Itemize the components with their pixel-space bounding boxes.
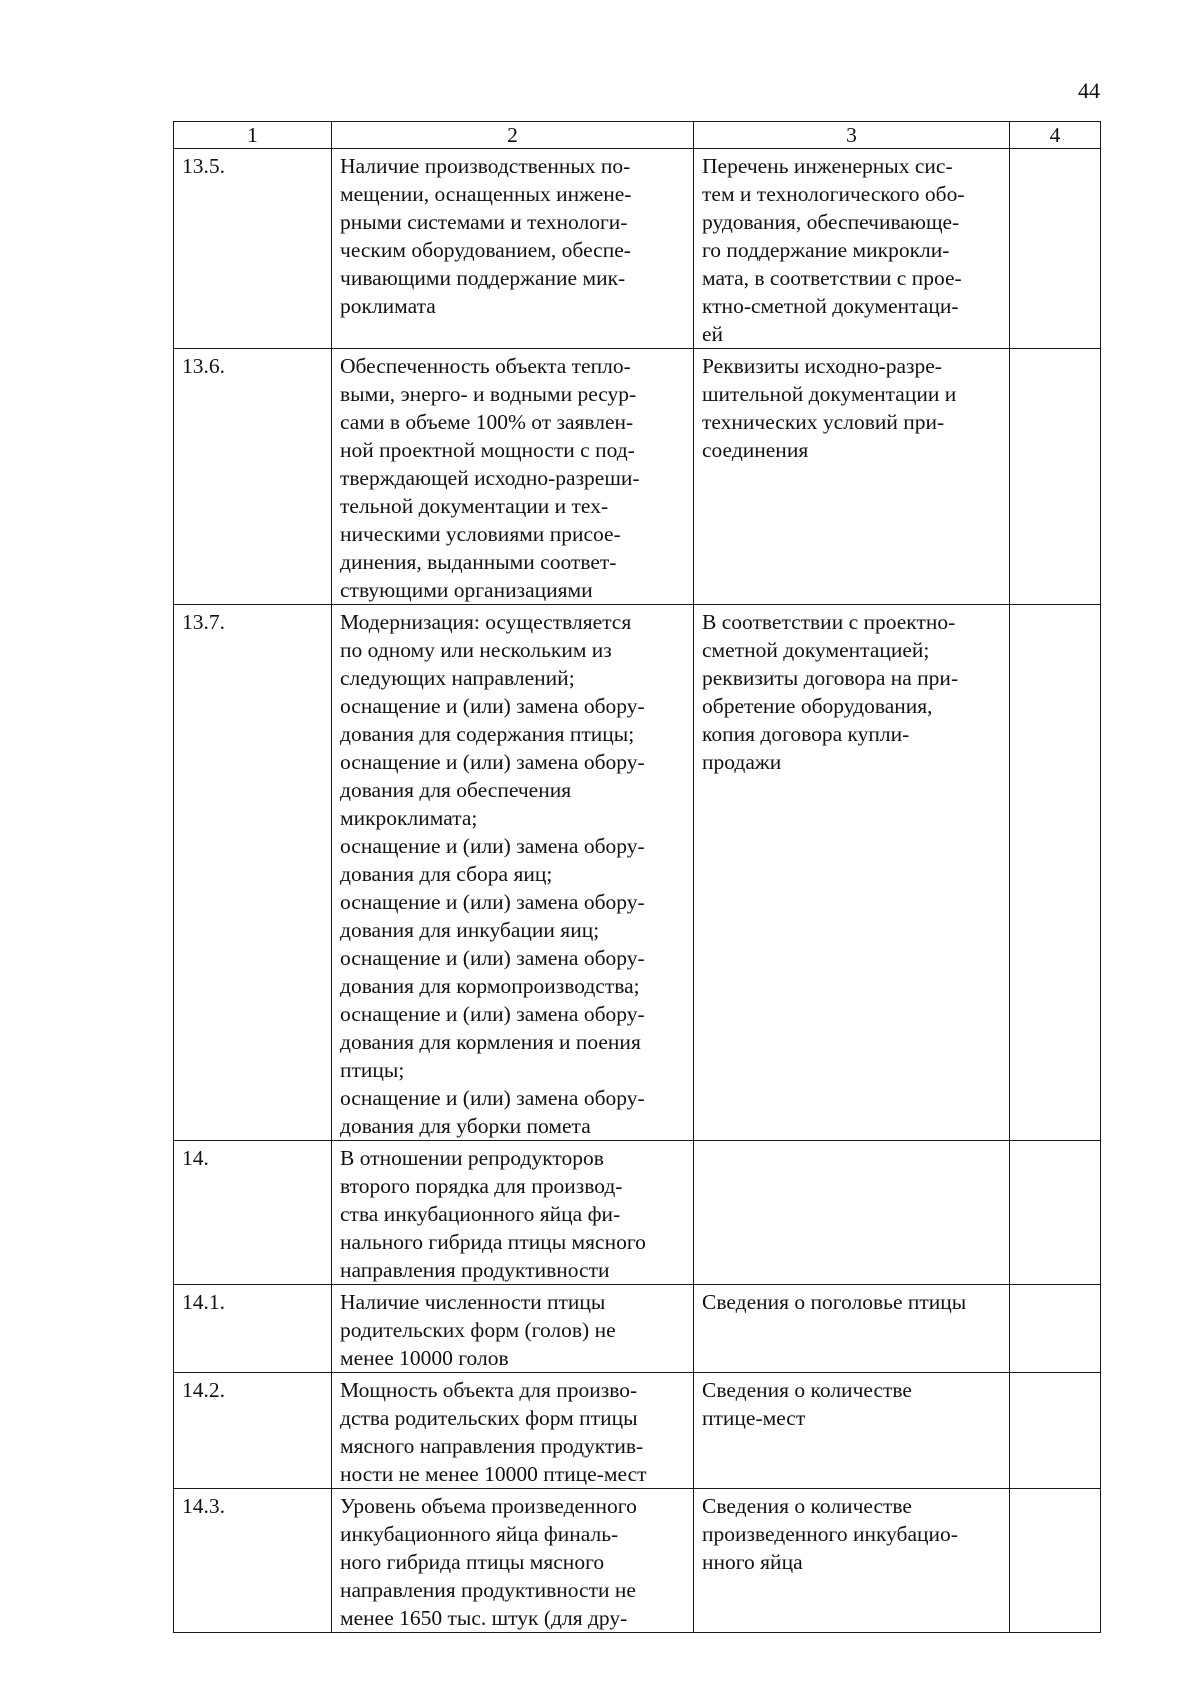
row-number: 13.6.: [174, 349, 332, 605]
criterion-cell: Уровень объема произведенного инкубационного яйца финаль- ного гибрида птицы мясного направления продуктивности не менее 1650 тыс. штук (для дру-: [332, 1489, 694, 1633]
criterion-cell: Наличие производственных по- мещении, оснащенных инжене- рными системами и технологи- ческим оборудованием, обеспе- чивающими поддержание мик- роклимата: [332, 149, 694, 349]
column-header-3: 3: [694, 122, 1010, 149]
table-row: [174, 1285, 1101, 1373]
table-row: [174, 605, 1101, 1141]
column-header-2: 2: [332, 122, 694, 149]
criterion-cell: Мощность объекта для произво- дства родительских форм птицы мясного направления продуктив- ности не менее 10000 птице-мест: [332, 1373, 694, 1489]
table-row: [174, 1141, 1101, 1285]
row-number: 14.1.: [174, 1285, 332, 1373]
column-4-cell: [1010, 349, 1101, 605]
row-number: 13.7.: [174, 605, 332, 1141]
column-4-cell: [1010, 1285, 1101, 1373]
criterion-cell: Модернизация: осуществляется по одному или нескольким из следующих направлений; оснащение и (или) замена обору- дования для содержания птицы; оснащение и (или) замена обору- дования для обеспечения микроклимата; оснащение и (или) замена обору- дования для сбора яиц; оснащение и (или) замена обору- дования для инкубации яиц; оснащение и (или) замена обору- дования для кормопроизводства; оснащение и (или) замена обору- дования для кормления и поения птицы; оснащение и (или) замена обору- дования для уборки помета: [332, 605, 694, 1141]
column-4-cell: [1010, 1489, 1101, 1633]
document-cell: Перечень инженерных сис- тем и технологического обо- рудования, обеспечивающе- го поддержание микрокли- мата, в соответствии с прое- ктно-сметной документаци- ей: [694, 149, 1010, 349]
criterion-cell: В отношении репродукторов второго порядка для производ- ства инкубационного яйца фи- нального гибрида птицы мясного направления продуктивности: [332, 1141, 694, 1285]
column-header-1: 1: [174, 122, 332, 149]
document-cell: Реквизиты исходно-разре- шительной документации и технических условий при- соединения: [694, 349, 1010, 605]
column-4-cell: [1010, 1373, 1101, 1489]
page-number: 44: [1078, 78, 1100, 103]
column-header-4: 4: [1010, 122, 1101, 149]
document-cell: Сведения о поголовье птицы: [694, 1285, 1010, 1373]
requirements-table: [173, 121, 1101, 1633]
row-number: 14.: [174, 1141, 332, 1285]
column-4-cell: [1010, 1141, 1101, 1285]
column-4-cell: [1010, 605, 1101, 1141]
row-number: 14.2.: [174, 1373, 332, 1489]
document-cell: [694, 1141, 1010, 1285]
row-number: 13.5.: [174, 149, 332, 349]
table-row: [174, 349, 1101, 605]
criterion-cell: Обеспеченность объекта тепло- выми, энерго- и водными ресур- сами в объеме 100% от заявлен- ной проектной мощности с под- тверждающей исходно-разреши- тельной документации и тех- ническими условиями присое- динения, выданными соответ- ствующими организациями: [332, 349, 694, 605]
table-row: [174, 1489, 1101, 1633]
table-row: [174, 149, 1101, 349]
document-cell: В соответствии с проектно- сметной документацией; реквизиты договора на при- обретение оборудования, копия договора купли- продажи: [694, 605, 1010, 1141]
table-row: [174, 1373, 1101, 1489]
document-cell: Сведения о количестве птице-мест: [694, 1373, 1010, 1489]
column-4-cell: [1010, 149, 1101, 349]
table-header-row: [174, 122, 1101, 149]
document-cell: Сведения о количестве произведенного инкубацио- нного яйца: [694, 1489, 1010, 1633]
criterion-cell: Наличие численности птицы родительских форм (голов) не менее 10000 голов: [332, 1285, 694, 1373]
row-number: 14.3.: [174, 1489, 332, 1633]
